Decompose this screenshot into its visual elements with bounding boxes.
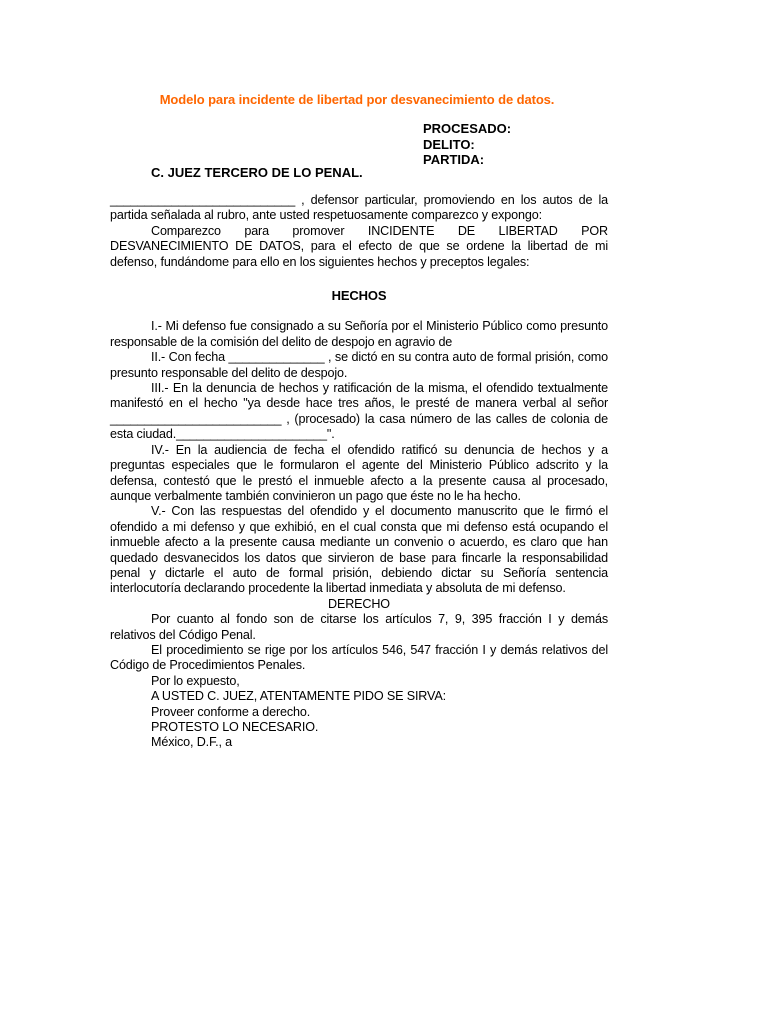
closing-line-2: A USTED C. JUEZ, ATENTAMENTE PIDO SE SIRVA: (151, 689, 446, 704)
case-info-block (423, 121, 511, 168)
hecho-1: I.- Mi defenso fue consignado a su Señoría por el Ministerio Público como presunto responsable de la comisión del delito de despojo en agravio de (110, 319, 608, 349)
derecho-paragraph-1: Por cuanto al fondo son de citarse los artículos 7, 9, 395 fracción I y demás relativos del Código Penal. (110, 612, 608, 642)
delito-label: DELITO: (423, 136, 475, 152)
document-title: Modelo para incidente de libertad por desvanecimiento de datos. (159, 92, 555, 107)
intro-paragraph-1: ___________________________ , defensor particular, promoviendo en los autos de la partida señalada al rubro, ante usted respetuosamente comparezco y expongo: (110, 193, 608, 223)
derecho-paragraph-2: El procedimiento se rige por los artículos 546, 547 fracción I y demás relativos del Código de Procedimientos Penales. (110, 642, 608, 673)
closing-line-4: PROTESTO LO NECESARIO. (151, 720, 319, 734)
closing-line-3: Proveer conforme a derecho. (151, 704, 311, 719)
hecho-4: IV.- En la audiencia de fecha el ofendido ratificó su denuncia de hechos y a preguntas especiales que le formularon el agente del Ministerio Público adscrito y la defensa, contestó que le prestó el inmueble afecto a la presente causa al procesado, aunque verbalmente también convinieron un pago que éste no le ha hecho. (110, 442, 608, 503)
procesado-label: PROCESADO: (423, 121, 512, 136)
hechos-heading: HECHOS (331, 288, 387, 304)
document-body (110, 193, 608, 751)
derecho-heading: DERECHO (328, 596, 390, 611)
partida-label: PARTIDA: (423, 152, 485, 167)
hecho-5: V.- Con las respuestas del ofendido y el documento manuscrito que le firmó el ofendido a mi defenso y que exhibió, en el cual consta que mi defenso está ocupando el inmueble afecto a la presente causa mediante un convenio o acuerdo, es claro que han quedado desvanecidos los datos que sirvieron de base para fincarle la responsabilidad penal y dictarle el auto de formal prisión, debiendo dictar su Señoría sentencia interlocutoría declarando procedente la libertad inmediata y absoluta de mi defenso. (110, 504, 608, 596)
closing-line-1: Por lo expuesto, (151, 673, 240, 688)
hecho-3: III.- En la denuncia de hechos y ratificación de la misma, el ofendido textualmente manifestó en el hecho "ya desde hace tres años, le presté de manera verbal al señor _________________________ , (procesado) la casa número de las calles de colonia de esta ciudad.______________________". (110, 381, 608, 442)
addressee: C. JUEZ TERCERO DE LO PENAL. (151, 165, 363, 180)
intro-paragraph-2: Comparezco para promover INCIDENTE DE LIBERTAD POR DESVANECIMIENTO DE DATOS, para el efecto de que se ordene la libertad de mi defenso, fundándome para ello en los siguientes hechos y preceptos legales: (110, 223, 608, 269)
closing-line-5: México, D.F., a (151, 735, 233, 750)
hecho-2: II.- Con fecha ______________ , se dictó en su contra auto de formal prisión, como presunto responsable del delito de despojo. (110, 350, 608, 380)
